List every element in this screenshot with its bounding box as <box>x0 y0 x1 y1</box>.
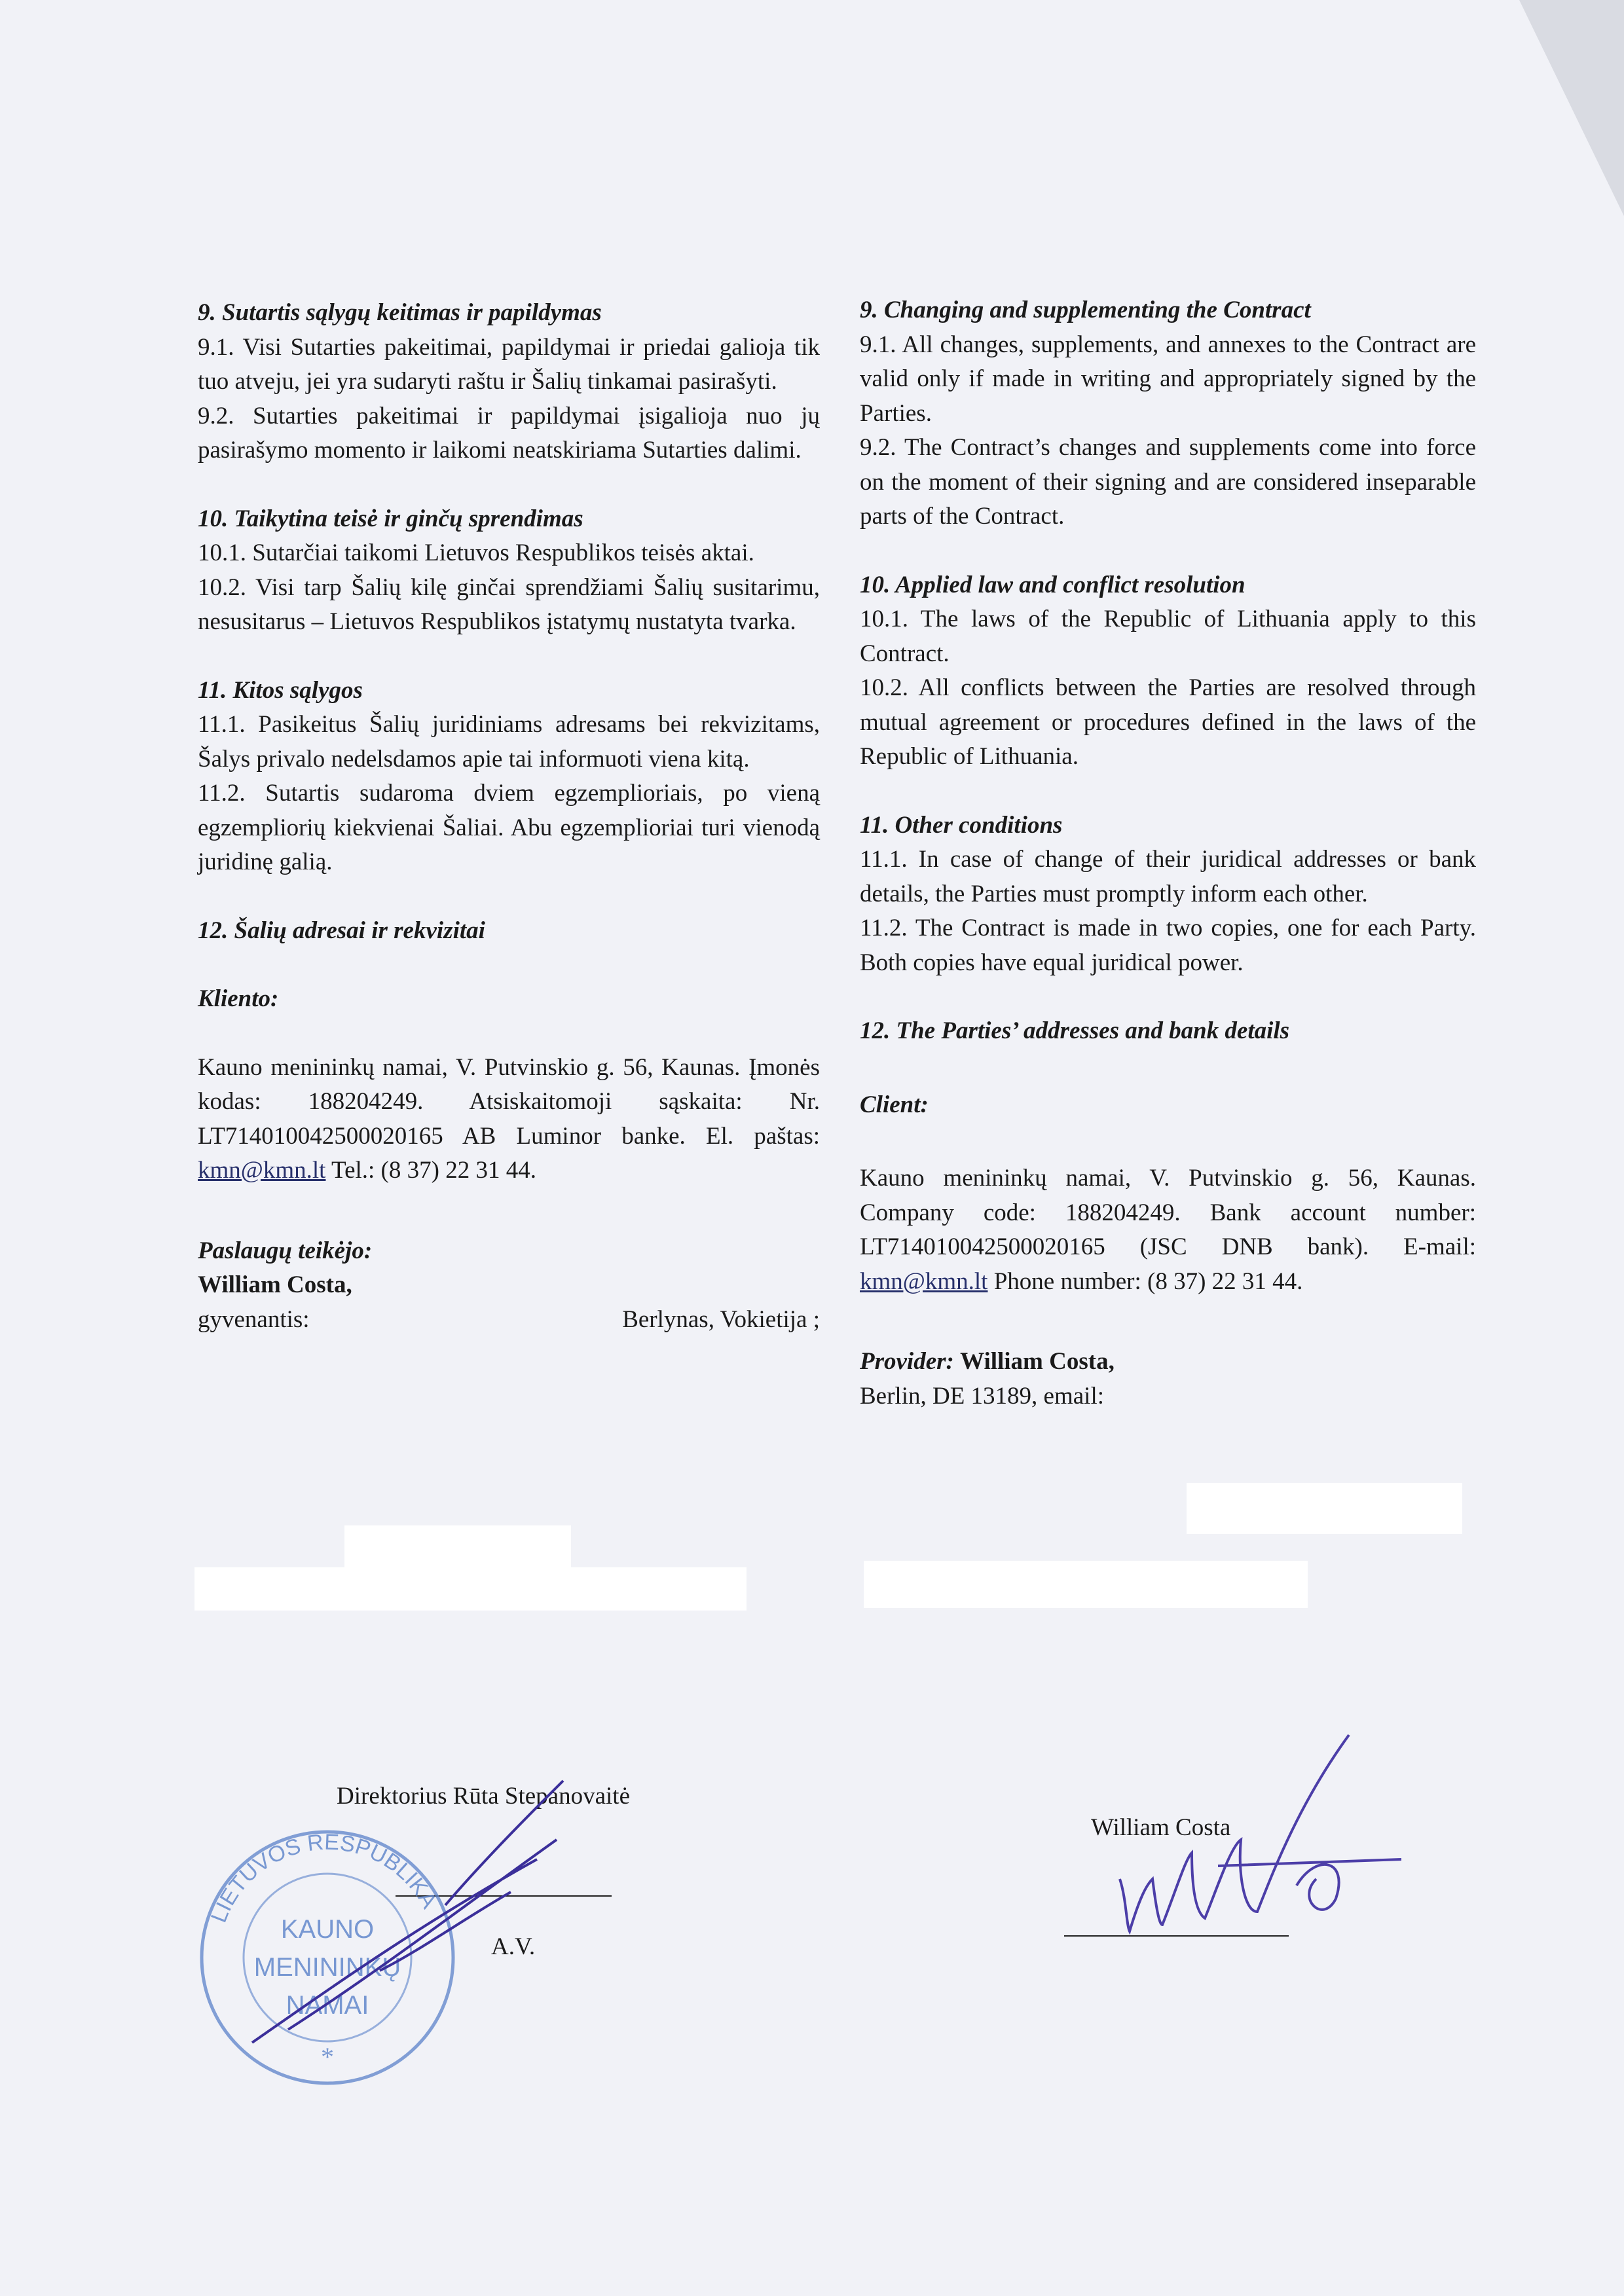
redacted-address <box>344 1525 571 1574</box>
section-10-title: 10. Taikytina teisė ir ginčų sprendimas <box>198 505 583 532</box>
stamp-line-3: NAMAI <box>286 1991 369 2020</box>
english-column <box>860 293 1476 1413</box>
section-10-title-en: 10. Applied law and conflict resolution <box>860 571 1246 598</box>
provider-residence: gyvenantis: Berlynas, Vokietija ; <box>198 1305 820 1333</box>
stamp-line-1: KAUNO <box>280 1915 375 1944</box>
provider-signature <box>1100 1728 1401 1951</box>
director-signature-title: Direktorius Rūta Stepanovaitė <box>337 1783 631 1810</box>
svg-text:*: * <box>321 2042 334 2071</box>
clause-9-2: 9.2. Sutarties pakeitimai ir papildymai įsigalioja nuo jų pasirašymo momento ir laikomi neatskiriama Sutarties dalimi. <box>198 402 820 464</box>
client-details: Kauno menininkų namai, V. Putvinskio g. 56, Kaunas. Įmonės kodas: 188204249. Atsiskaitomoji sąskaita: Nr. LT714010042500020165 AB Luminor banke. El. paštas: kmn@kmn.lt Tel.: (8 37) 22 31 44. <box>198 1053 820 1184</box>
provider-name: William Costa, <box>198 1271 352 1298</box>
section-11-title-en: 11. Other conditions <box>860 811 1063 839</box>
clause-11-2: 11.2. Sutartis sudaroma dviem egzemplioriais, po vieną egzempliorių kiekvienai Šaliai. Abu egzemplioriai turi vienodą juridinę galią. <box>198 780 820 875</box>
redacted-email <box>194 1567 747 1611</box>
provider-line-en: Provider: William Costa, <box>860 1348 1115 1375</box>
client-label: Kliento: <box>198 985 279 1012</box>
client-label-en: Client: <box>860 1091 929 1118</box>
clause-9-1: 9.1. Visi Sutarties pakeitimai, papildymai ir priedai galioja tik tuo atveju, jei yra sudaryti raštu ir Šalių tinkamai pasirašyti. <box>198 333 820 395</box>
redacted-address-en <box>1187 1483 1462 1534</box>
provider-signature-name: William Costa <box>1091 1814 1231 1841</box>
clause-10-2: 10.2. Visi tarp Šalių kilę ginčai sprendžiami Šalių susitarimu, nesusitarus – Lietuvos Respublikos įstatymų nustatyta tvarka. <box>198 574 820 635</box>
section-12-title: 12. Šalių adresai ir rekvizitai <box>198 917 485 944</box>
stamp-top-text: LIETUVOS RESPUBLIKA <box>206 1829 442 1926</box>
client-email-link-en[interactable]: kmn@kmn.lt <box>860 1267 988 1295</box>
seal-label: A.V. <box>491 1933 536 1960</box>
provider-label: Paslaugų teikėjo: <box>198 1237 373 1264</box>
section-9-title: 9. Sutartis sąlygų keitimas ir papildymas <box>198 299 602 326</box>
clause-11-1: 11.1. Pasikeitus Šalių juridiniams adresams bei rekvizitams, Šalys privalo nedelsdamos apie tai informuoti viena kitą. <box>198 711 820 773</box>
clause-10-2-en: 10.2. All conflicts between the Parties are resolved through mutual agreement or procedures defined in the laws of the Republic of Lithuania. <box>860 674 1476 770</box>
section-11-title: 11. Kitos sąlygos <box>198 676 363 704</box>
provider-city-en: Berlin, DE 13189, email: <box>860 1382 1105 1410</box>
section-12-title-en: 12. The Parties’ addresses and bank details <box>860 1017 1290 1044</box>
lithuanian-column <box>198 296 820 1337</box>
clause-9-1-en: 9.1. All changes, supplements, and annexes to the Contract are valid only if made in writing and appropriately signed by the Parties. <box>860 331 1476 427</box>
client-email-link[interactable]: kmn@kmn.lt <box>198 1157 326 1184</box>
clause-10-1: 10.1. Sutarčiai taikomi Lietuvos Respublikos teisės aktai. <box>198 539 754 566</box>
redacted-email-en <box>864 1561 1308 1608</box>
clause-11-1-en: 11.1. In case of change of their juridical addresses or bank details, the Parties must promptly inform each other. <box>860 846 1476 907</box>
client-details-en: Kauno menininkų namai, V. Putvinskio g. 56, Kaunas. Company code: 188204249. Bank account number: LT714010042500020165 (JSC DNB bank). E-mail: kmn@kmn.lt Phone number: (8 37) 22 31 44. <box>860 1165 1476 1295</box>
clause-11-2-en: 11.2. The Contract is made in two copies, one for each Party. Both copies have equal juridical power. <box>860 915 1476 976</box>
section-9-title-en: 9. Changing and supplementing the Contract <box>860 297 1311 323</box>
director-signature <box>249 1755 707 2056</box>
clause-10-1-en: 10.1. The laws of the Republic of Lithuania apply to this Contract. <box>860 606 1476 667</box>
clause-9-2-en: 9.2. The Contract’s changes and supplements come into force on the moment of their signing and are considered inseparable parts of the Contract. <box>860 434 1476 530</box>
stamp-line-2: MENININKŲ <box>253 1953 401 1982</box>
page-corner-shadow <box>1519 0 1624 216</box>
